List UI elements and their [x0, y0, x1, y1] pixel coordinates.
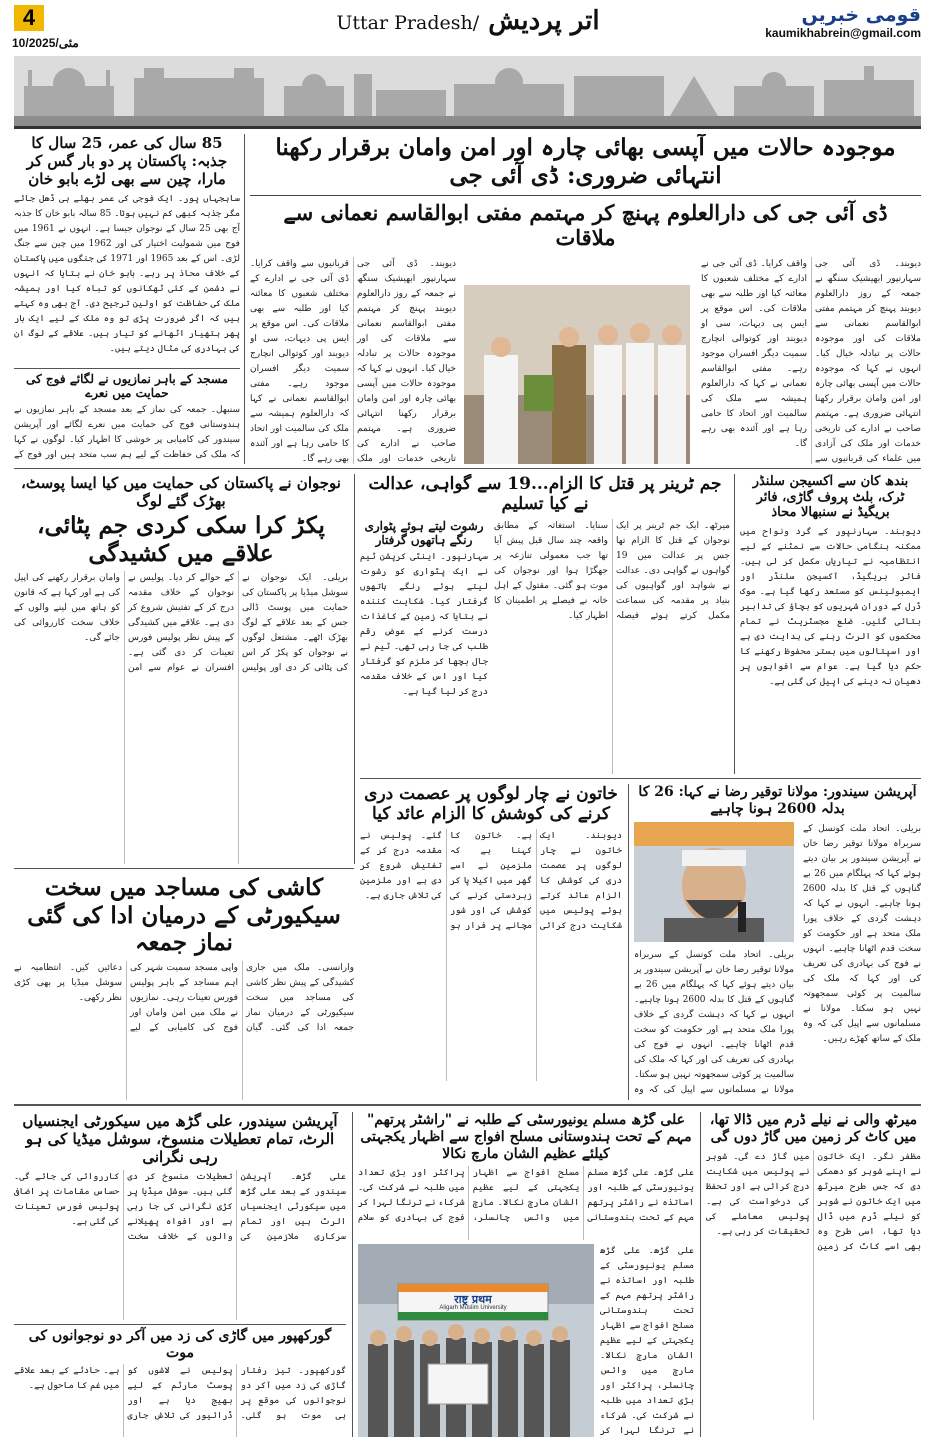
amu-march-photo [358, 1244, 594, 1437]
page-number: 4 [14, 5, 44, 31]
article-body: سنبھل۔ جمعہ کی نماز کے بعد مسجد کے باہر نمازیوں نے ہندوستانی فوج کی حمایت میں نعرے لگائے اور آپریشن سیندور کی کامیابی پر خوشی کا اظہار کیا۔ لوگوں نے کہا کہ ملک کی حفاظت کے لیے ہم سب متحد ہیں اور فوج کے [14, 404, 240, 460]
column-divider [352, 1112, 353, 1437]
article-body: میرٹھ۔ ایک جم ٹرینر پر ایک نوجوان کے قتل کا الزام تھا جس پر عدالت میں 19 گواہوں نے گواہی دی۔ عدالت نے شواہد اور گواہیوں کی بنیاد پر مقدمہ کی سماعت مکمل کرتے ہوئے فیصلہ سنایا۔ استغاثہ کے مطابق واقعہ چند سال قبل پیش آیا تھا جب معمولی تنازعہ پر جھگڑا ہوا اور نوجوان کی موت ہو گئی۔ مقتول کے اہل خانہ نے فیصلے پر اطمینان کا اظہار کیا۔ [494, 520, 730, 621]
section-title [318, 6, 618, 36]
article-maulana-tauqeer [634, 784, 921, 1100]
column-divider [628, 784, 629, 1100]
article-patwari-arrest [360, 519, 488, 760]
headline: 85 سال کی عمر، 25 سال کا جذبہ: پاکستان پر دو بار گس کر مارا، چین سے بھی لڑے بابو خان [26, 134, 228, 188]
article-body: وارانسی۔ ملک میں جاری کشیدگی کے پیش نظر کاشی کی مساجد میں سخت سیکیورٹی کے درمیان نماز جمعہ ادا کی گئی۔ گیان واپی مسجد سمیت شہر کی اہم مساجد کے باہر پولیس فورس تعینات رہی۔ نمازیوں نے ملک میں امن وامان اور فوج کی کامیابی کے لیے دعائیں کیں۔ انتظامیہ نے سوشل میڈیا پر بھی کڑی نظر رکھی۔ [14, 962, 354, 1033]
article-body: سہارنپور۔ اینٹی کرپشن ٹیم نے ایک پٹواری کو رشوت لیتے ہوئے رنگے ہاتھوں گرفتار کیا۔ شکایت کنندہ نے بتایا کہ زمین کے کاغذات درست کرنے کے عوض رقم طلب کی جا رہی تھی۔ ٹیم نے جال بچھا کر ملزم کو گرفتار کیا اور اس کے خلاف مقدمہ درج کر لیا گیا ہے۔ [360, 551, 488, 697]
monuments-illustration [14, 56, 921, 126]
headline: کاشی کی مساجد میں سخت سیکیورٹی کے درمیان ادا کی گئی نماز جمعہ [27, 874, 341, 957]
row-divider [14, 468, 921, 469]
article-blue-drum [706, 1112, 921, 1437]
article-body-continued: بریلی۔ اتحاد ملت کونسل کے سربراہ مولانا توقیر رضا خان نے آپریشن سیندور پر بیان دیتے ہوئے کہا کہ پہلگام میں 26 بے گناہوں کے قتل کا بدلہ 2600 ہونا چاہیے۔ انہوں نے کہا کہ دہشت گردی کے خلاف پورا ملک متحد ہے اور حکومت کو سخت قدم اٹھانا چاہیے۔ انہوں نے فوج کی بہادری کی تعریف کی اور کہا کہ ملک کی سالمیت پر کوئی سمجھوتہ نہیں ہو سکتا۔ مولانا نے مسلمانوں سے اپیل کی کہ وہ [634, 949, 795, 1095]
row-divider [14, 868, 354, 869]
article-body: علی گڑھ۔ آپریشن سیندور کے بعد علی گڑھ میں سیکورٹی ایجنسیاں الرٹ ہیں اور تمام سرکاری ملازمین کی تعطیلات منسوخ کر دی گئی ہیں۔ سوشل میڈیا پر کڑی نگرانی کی جا رہی ہے اور افواہ پھیلانے والوں کے خلاف سخت کارروائی کی جائے گی۔ حساس مقامات پر اضافی پولیس فورس تعینات کی گئی ہے۔ [14, 1172, 346, 1242]
brand-email: kaumikhabrein@gmail.com [765, 26, 921, 40]
headline: آپریشن سیندور، علی گڑھ میں سیکورٹی ایجنسیاں الرٹ، تمام تعطیلات منسوخ، سوشل میڈیا کی ہو رہی نگرانی [22, 1112, 338, 1166]
article-body: مظفر نگر۔ ایک خاتون نے اپنے شوہر کو دھمکی دی کہ جس طرح میرٹھ میں ایک خاتون نے شوہر کو نیلے ڈرم میں ڈال دیا تھا، اسی طرح وہ بھی اسے کاٹ کر زمین میں گاڑ دے گی۔ شوہر نے پولیس میں شکایت درج کرائی ہے اور تحفظ کی درخواست کی ہے۔ پولیس معاملے کی تحقیقات کر رہی ہے۔ [706, 1151, 921, 1252]
headline: مسجد کے باہر نمازیوں نے لگائے فوج کی حمایت میں نعرے [26, 372, 228, 401]
article-emergency-preparedness [740, 474, 921, 774]
article-body: علی گڑھ۔ علی گڑھ مسلم یونیورسٹی کے طلبہ اور اساتذہ نے راشٹر پرتھم مہم کے تحت ہندوستانی مسلح افواج سے اظہار یکجہتی کے لیے عظیم الشان مارچ نکالا۔ مارچ میں وائس چانسلر، پراکٹر اور بڑی تعداد میں طلبہ نے شرکت کی۔ شرکاء نے ترنگا لہرا کر فوج کی بہادری کو سلام [358, 1168, 694, 1224]
column-divider [700, 1112, 701, 1437]
subheadline: ڈی آئی جی کی دارالعلوم پہنچ کر مہتمم مفتی ابوالقاسم نعمانی سے ملاقات [250, 195, 921, 250]
headline: رشوت لیتے ہوئے پٹواری رنگے ہاتھوں گرفتار [364, 518, 484, 548]
article-mosque-slogans [14, 368, 240, 464]
headline: خاتون نے چار لوگوں پر عصمت دری کرنے کی کوشش کا الزام عائد کیا [364, 784, 618, 825]
headline: بندھ کان سے آکسیجن سلنڈر ٹرک، بلٹ پروف گاڑی، فائر بریگیڈ نے سنبھالا محاذ [752, 474, 909, 521]
headline: نوجوان نے پاکستان کی حمایت میں کیا ایسا پوسٹ، بھڑک گئے لوگ [21, 474, 341, 510]
article-babu-khan [14, 134, 240, 464]
article-gorakhpur-accident [14, 1324, 346, 1437]
article-body: بریلی۔ ایک نوجوان نے سوشل میڈیا پر پاکستان کی حمایت میں پوسٹ ڈالی جس کے بعد علاقے کے لوگ بھڑک اٹھے۔ مشتعل لوگوں نے نوجوان کو پکڑ کر اس کی پٹائی کر دی اور پولیس کے حوالے کر دیا۔ پولیس نے نوجوان کے خلاف مقدمہ درج کر کے تفتیش شروع کر دی ہے۔ علاقے میں کشیدگی کے پیش نظر پولیس فورس تعینات کر دی گئی ہے۔ افسران نے عوام سے امن وامان برقرار رکھنے کی اپیل کی ہے اور کہا ہے کہ قانون کو ہاتھ میں لینے والوں کے خلاف سخت کارروائی کی جائے گی۔ [14, 573, 348, 674]
article-body: دیوبند۔ سہارنپور کے گرد ونواح میں ممکنہ ہنگامی حالات سے نمٹنے کے لیے انتظامیہ نے تیاریاں مکمل کر لی ہیں۔ فائر بریگیڈ، آکسیجن سلنڈر اور ایمبولینس کو مستعد رکھا گیا ہے۔ موک ڈرل کے دوران شہریوں کو بچاؤ کی تدابیر بتائی گئیں۔ ضلع مجسٹریٹ نے تمام محکموں کو الرٹ رہنے کی ہدایت دی ہے اور اسپتالوں میں بستر محفوظ رکھنے کا حکم دیا گیا ہے۔ عوام سے افواہوں پر دھیان نہ دینے کی اپیل کی گئی ہے۔ [740, 526, 921, 687]
article-body: دیوبند۔ ایک خاتون نے چار لوگوں پر عصمت دری کی کوشش کا الزام عائد کرتے ہوئے پولیس میں شکایت درج کرائی ہے۔ خاتون کا کہنا ہے کہ ملزمین نے اسے گھر میں اکیلا پا کر زبردستی کرنے کی کوشش کی اور شور مچانے پر فرار ہو گئے۔ پولیس نے مقدمہ درج کر کے تفتیش شروع کر دی ہے اور ملزمین کی تلاش جاری ہے۔ [360, 830, 622, 931]
masthead [0, 0, 935, 56]
brand-name: قومی خبریں [801, 4, 921, 26]
article-body-continued: دیوبند۔ ڈی آئی جی سہارنپور ابھیشیک سنگھ نے جمعہ کے روز دارالعلوم دیوبند پہنچ کر مہتمم مفتی ابوالقاسم نعمانی سے ملاقات کی اور موجودہ حالات پر تبادلہ خیال کیا۔ انہوں نے کہا کہ موجودہ حالات میں آپسی بھائی چارہ اور امن وامان برقرار رکھنا انتہائی ضروری ہے۔ مہتمم صاحب نے ادارے کی تاریخی خدمات اور ملک قربانیوں سے واقف کرایا۔ ڈی آئی جی نے ادارے کے مختلف شعبوں کا معائنہ کیا اور طلبہ سے بھی ملاقات کی۔ اس موقع پر ایس پی دیہات، سی او دیوبند اور کوتوالی انچارج سمیت دیگر افسران موجود رہے۔ مفتی ابوالقاسم نعمانی نے کہا کہ دارالعلوم ہمیشہ سے ملک کی سالمیت اور اتحاد کا حامی رہا ہے اور آئندہ بھی رہے گا۔ [250, 258, 456, 464]
article-body: گورکھپور۔ تیز رفتار گاڑی کی زد میں آکر دو نوجوانوں کی موقع پر ہی موت ہو گئی۔ پولیس نے لاشوں کو پوسٹ مارٹم کے لیے بھیج دیا ہے اور ڈرائیور کی تلاش جاری ہے۔ حادثے کے بعد علاقے میں غم کا ماحول ہے۔ [14, 1365, 346, 1421]
headline: علی گڑھ مسلم یونیورسٹی کے طلبہ نے "راشٹر پرتھم" مہم کے تحت ہندوستانی مسلح افواج سے اظہار یکجہتی کیلئے عظیم الشان مارچ نکالا [360, 1112, 692, 1162]
article-body: دیوبند۔ ڈی آئی جی سہارنپور ابھیشیک سنگھ نے جمعہ کے روز دارالعلوم دیوبند پہنچ کر مہتمم مفتی ابوالقاسم نعمانی سے ملاقات کی اور موجودہ حالات پر تبادلہ خیال کیا۔ انہوں نے کہا کہ موجودہ حالات میں آپسی بھائی چارہ اور امن وامان برقرار رکھنا انتہائی ضروری ہے۔ مہتمم صاحب نے ادارے کی تاریخی خدمات اور ملک کی آزادی میں علماء کی قربانیوں سے واقف کرایا۔ ڈی آئی جی نے ادارے کے مختلف شعبوں کا معائنہ کیا اور طلبہ سے بھی ملاقات کی۔ اس موقع پر ایس پی دیہات، سی او دیوبند اور کوتوالی انچارج سمیت دیگر افسران موجود رہے۔ مفتی ابوالقاسم نعمانی نے کہا کہ دارالعلوم ہمیشہ سے ملک کی سالمیت اور اتحاد کا حامی رہا ہے اور آئندہ بھی رہے گا۔ [701, 258, 921, 464]
article-youth-post [14, 474, 348, 864]
headline: موجودہ حالات میں آپسی بھائی چارہ اور امن وامان برقرار رکھنا انتہائی ضروری: ڈی آئی جی [275, 134, 896, 189]
brand [765, 4, 921, 40]
headline: گورکھپور میں گاڑی کی زد میں آکر دو نوجوانوں کی موت [28, 1328, 332, 1361]
article-body: بریلی۔ اتحاد ملت کونسل کے سربراہ مولانا توقیر رضا خان نے آپریشن سیندور پر بیان دیتے ہوئے کہا کہ پہلگام میں 26 بے گناہوں کے قتل کا بدلہ 2600 ہونا چاہیے۔ انہوں نے کہا کہ دہشت گردی کے خلاف پورا ملک متحد ہے اور حکومت کو سخت قدم اٹھانا چاہیے۔ انہوں نے فوج کی بہادری کی تعریف کی اور کہا کہ ملک کی سالمیت پر کوئی سمجھوتہ نہیں ہو سکتا۔ مولانا نے مسلمانوں سے اپیل کی کہ وہ ملک کے ساتھ کھڑے رہیں۔ [803, 823, 921, 1044]
article-body: ساہجہاں پور۔ ایک فوجی کی عمر بھلے ہی ڈھل جائے مگر جذبہ کبھی کم نہیں ہوتا۔ 85 سالہ بابو خان کا جذبہ آج بھی 25 سال کے نوجوان جیسا ہے۔ انہوں نے 1961 میں فوج میں شمولیت اختیار کی اور 1962 میں چین سے جنگ لڑی۔ اس کے بعد 1965 اور 1971 کی جنگوں میں پاکستان کے خلاف محاذ پر رہے۔ بابو خان نے بتایا کہ انہوں نے دشمن کے کئی ٹھکانوں کو تباہ کیا اور ہمیشہ ملک کی حفاظت کو اولین ترجیح دی۔ آج بھی وہ کہتے ہیں کہ اگر ضرورت پڑی تو وہ ملک کے لیے ایک بار پھر ہتھیار اٹھانے کو تیار ہیں۔ علاقے کے لوگ ان کی بہادری کی مثال دیتے ہیں۔ [14, 194, 240, 354]
article-body-continued: علی گڑھ۔ علی گڑھ مسلم یونیورسٹی کے طلبہ اور اساتذہ نے راشٹر پرتھم مہم کے تحت ہندوستانی مسلح افواج سے اظہار یکجہتی کے لیے عظیم الشان مارچ نکالا۔ مارچ میں وائس چانسلر، پراکٹر اور بڑی تعداد میں طلبہ نے شرکت کی۔ شرکاء نے ترنگا لہرا کر [600, 1246, 694, 1437]
article-photo [464, 285, 690, 464]
maulana-photo [634, 822, 794, 942]
issue-date: 10/مئی/2025 [12, 36, 79, 50]
subheadline: پکڑ کرا سکی کردی جم پٹائی، علاقے میں کشیدگی [37, 512, 325, 567]
headline: میرٹھ والی نے نیلے ڈرم میں ڈالا تھا، میں کاٹ کر زمین میں گاڑ دوں گی [709, 1112, 918, 1145]
column-divider [734, 474, 735, 774]
article-kashi-mosques [14, 874, 354, 1100]
march-banner-text: राष्ट्र प्रथम [454, 1293, 492, 1307]
section-title-ur: اتر پردیش [488, 6, 600, 36]
article-woman-complaint [360, 784, 622, 1100]
column-divider [354, 474, 355, 864]
monuments-banner [14, 56, 921, 129]
article-dig-visit [250, 134, 921, 464]
headline: جم ٹرینر پر قتل کا الزام...19 سے گواہی، عدالت نے کیا تسلیم [368, 474, 722, 515]
column-divider [244, 134, 245, 464]
article-gym-trainer [360, 474, 730, 774]
section-title-en: Uttar Pradesh/ [336, 12, 480, 34]
march-banner-subtext: Aligarh Muslim University [439, 1305, 507, 1312]
row-divider [360, 778, 921, 779]
headline: آپریشن سیندور: مولانا توقیر رضا نے کہا: 26 کا بدلہ 2600 ہونا چاہیے [638, 784, 917, 817]
article-amu-march [358, 1112, 694, 1437]
row-divider [14, 1104, 921, 1106]
article-aligarh-alert [14, 1112, 346, 1437]
